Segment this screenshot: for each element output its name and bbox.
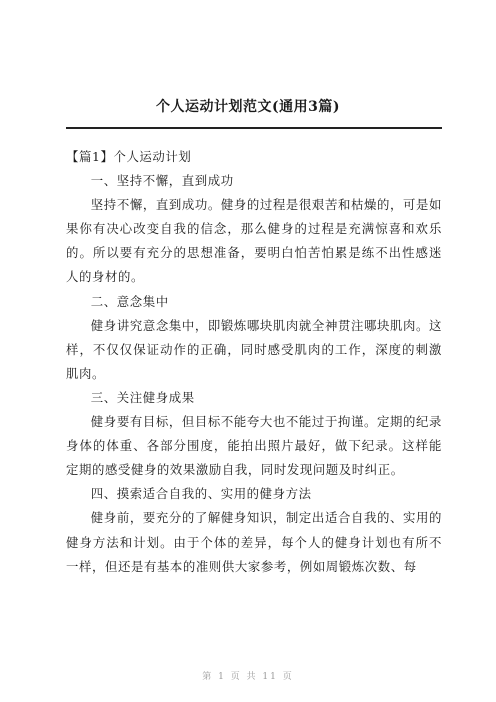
document-body (66, 145, 442, 579)
subheading-4: 四、摸索适合自我的、实用的健身方法 (90, 486, 312, 502)
subheading-1: 一、坚持不懈，直到成功 (90, 173, 234, 189)
paragraph-1: 坚持不懈，直到成功。健身的过程是很艰苦和枯燥的，可是如果你有决心改变自我的信念，那么健身的过程是充满惊喜和欢乐的。所以要有充分的思想准备，要明白怕苦怕累是练不出性感迷人的身材的。 (66, 197, 442, 285)
page-number-footer: 第 1 页 共 11 页 (202, 672, 294, 682)
paragraph-3: 健身要有目标，但目标不能夸大也不能过于拘谨。定期的纪录身体的体重、各部分围度，能拍出照片最好，做下纪录。这样能定期的感受健身的效果激励自我，同时发现问题及时纠正。 (66, 414, 442, 478)
section-heading: 【篇1】个人运动计划 (66, 149, 192, 164)
document-title: 个人运动计划范文(通用3篇) (156, 99, 340, 115)
subheading-2: 二、意念集中 (90, 293, 169, 309)
paragraph-2: 健身讲究意念集中，即锻炼哪块肌肉就全神贯注哪块肌肉。这样，不仅仅保证动作的正确，同时感受肌肉的工作，深度的刺激肌肉。 (66, 317, 442, 381)
title-divider (66, 127, 442, 129)
paragraph-4: 健身前，要充分的了解健身知识，制定出适合自我的、实用的健身方法和计划。由于个体的差异，每个人的健身计划也有所不一样，但还是有基本的准则供大家参考，例如周锻炼次数、每 (66, 510, 442, 574)
subheading-3: 三、关注健身成果 (90, 389, 195, 405)
